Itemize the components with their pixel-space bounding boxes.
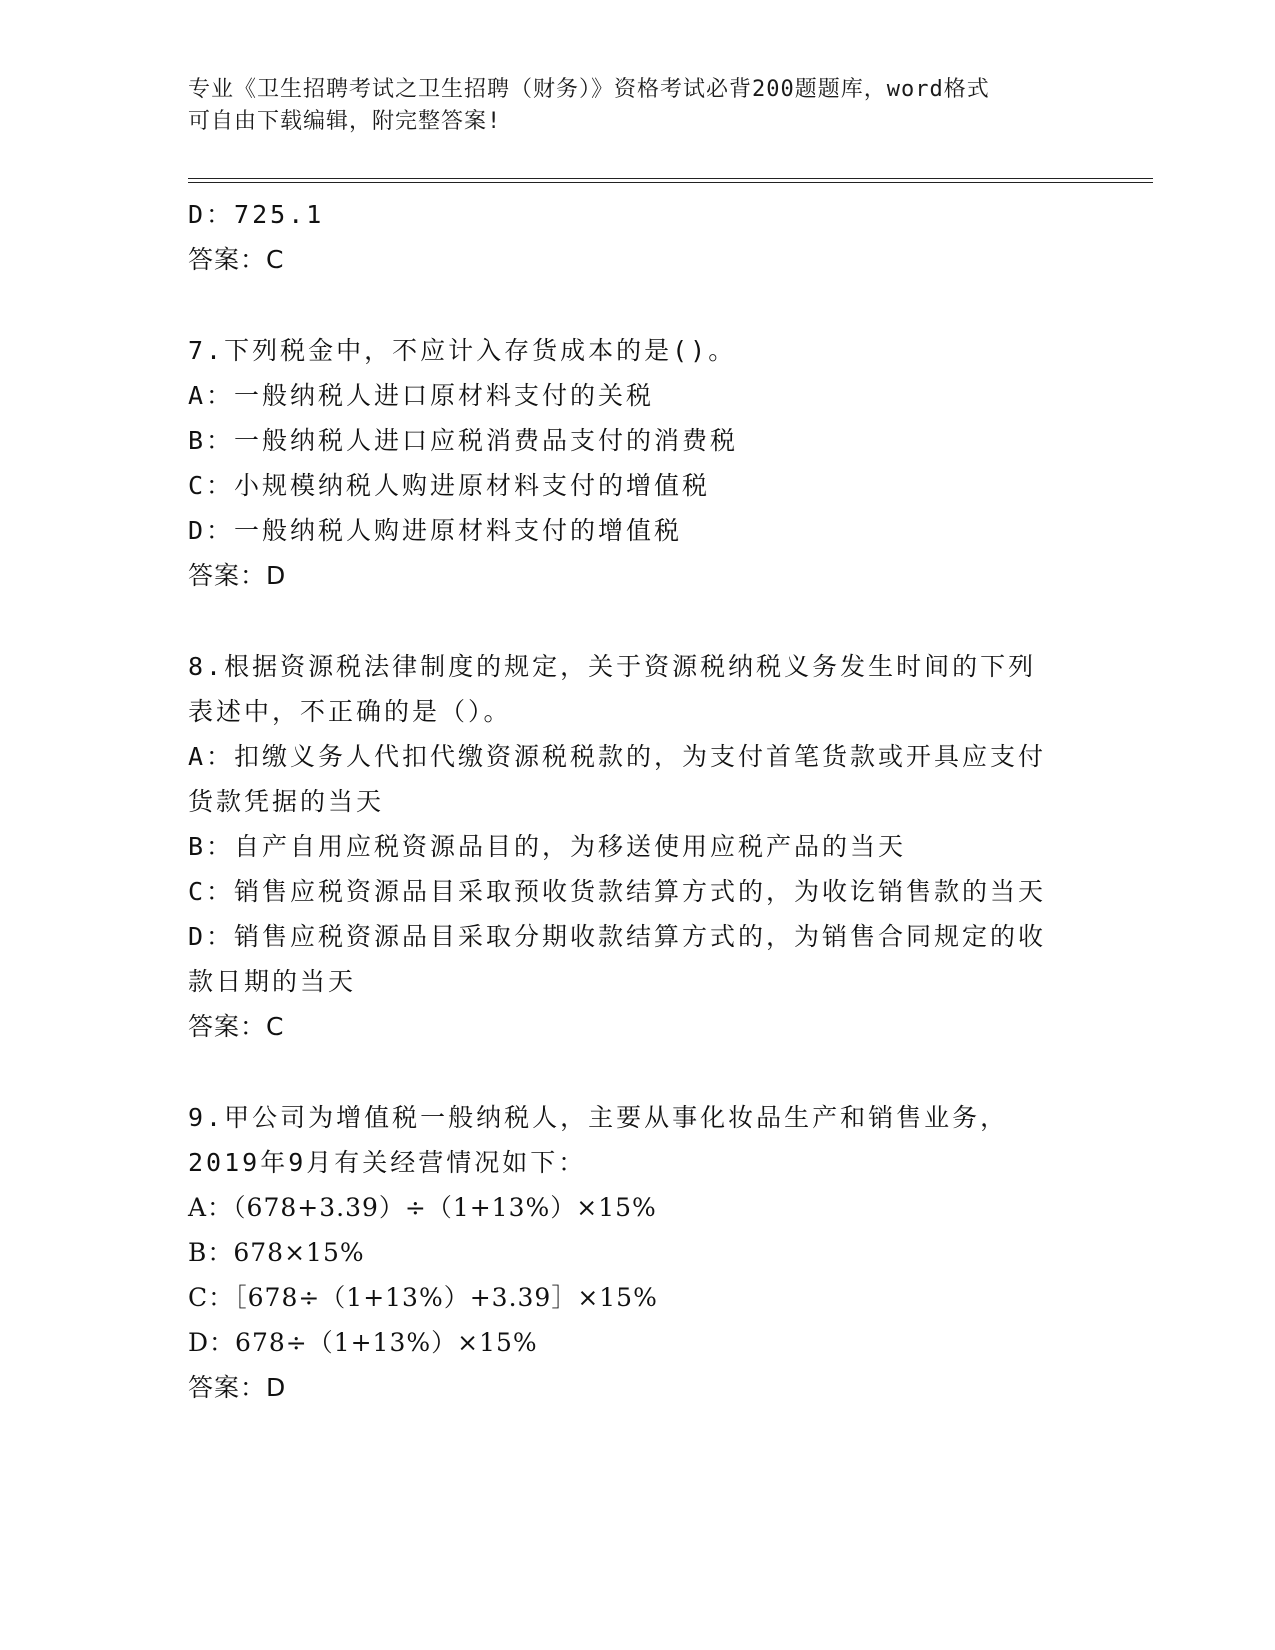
option-c: C：［678÷（1+13%）+3.39］×15% (188, 1283, 658, 1312)
option-d: D：一般纳税人购进原材料支付的增值税 (188, 516, 683, 545)
answer-label: 答案：D (188, 1373, 287, 1402)
answer-label: 答案：C (188, 245, 285, 274)
page-header (188, 74, 1068, 138)
option-d: D：678÷（1+13%）×15% (188, 1328, 538, 1357)
spacer (188, 282, 1088, 328)
option-c: C：小规模纳税人购进原材料支付的增值税 (188, 471, 711, 500)
option-a-line2: 货款凭据的当天 (188, 787, 385, 816)
spacer (188, 1049, 1088, 1095)
option-d-line2: 款日期的当天 (188, 967, 357, 996)
header-divider-second (188, 182, 1153, 183)
question-7 (188, 328, 1088, 598)
question-stem-line1: 9.甲公司为增值税一般纳税人，主要从事化妆品生产和销售业务， (188, 1103, 1009, 1132)
header-title-line2: 可自由下载编辑，附完整答案! (188, 109, 502, 134)
question-content (188, 192, 1088, 1410)
option-b: B：一般纳税人进口应税消费品支付的消费税 (188, 426, 739, 455)
question-stem: 7.下列税金中，不应计入存货成本的是()。 (188, 336, 737, 365)
question-stem-line1: 8.根据资源税法律制度的规定，关于资源税纳税义务发生时间的下列 (188, 652, 1037, 681)
question-9 (188, 1095, 1088, 1410)
answer-label: 答案：D (188, 561, 287, 590)
question-stem-line2: 表述中，不正确的是（）。 (188, 697, 512, 726)
option-a: A：（678+3.39）÷（1+13%）×15% (188, 1193, 657, 1222)
question-6-tail (188, 192, 1088, 282)
spacer (188, 598, 1088, 644)
option-a: A：一般纳税人进口原材料支付的关税 (188, 381, 655, 410)
question-stem-line2: 2019年9月有关经营情况如下： (188, 1148, 587, 1177)
header-divider (188, 178, 1153, 179)
option-a-line1: A：扣缴义务人代扣代缴资源税税款的，为支付首笔货款或开具应支付 (188, 742, 1047, 771)
option-b: B：自产自用应税资源品目的，为移送使用应税产品的当天 (188, 832, 907, 861)
header-title-line1: 专业《卫生招聘考试之卫生招聘（财务）》资格考试必背200题题库，word格式 (188, 77, 990, 102)
option-d: D：725.1 (188, 200, 325, 229)
answer-label: 答案：C (188, 1012, 285, 1041)
option-b: B：678×15% (188, 1238, 365, 1267)
option-c: C：销售应税资源品目采取预收货款结算方式的，为收讫销售款的当天 (188, 877, 1047, 906)
question-8 (188, 644, 1088, 1049)
option-d-line1: D：销售应税资源品目采取分期收款结算方式的，为销售合同规定的收 (188, 922, 1047, 951)
